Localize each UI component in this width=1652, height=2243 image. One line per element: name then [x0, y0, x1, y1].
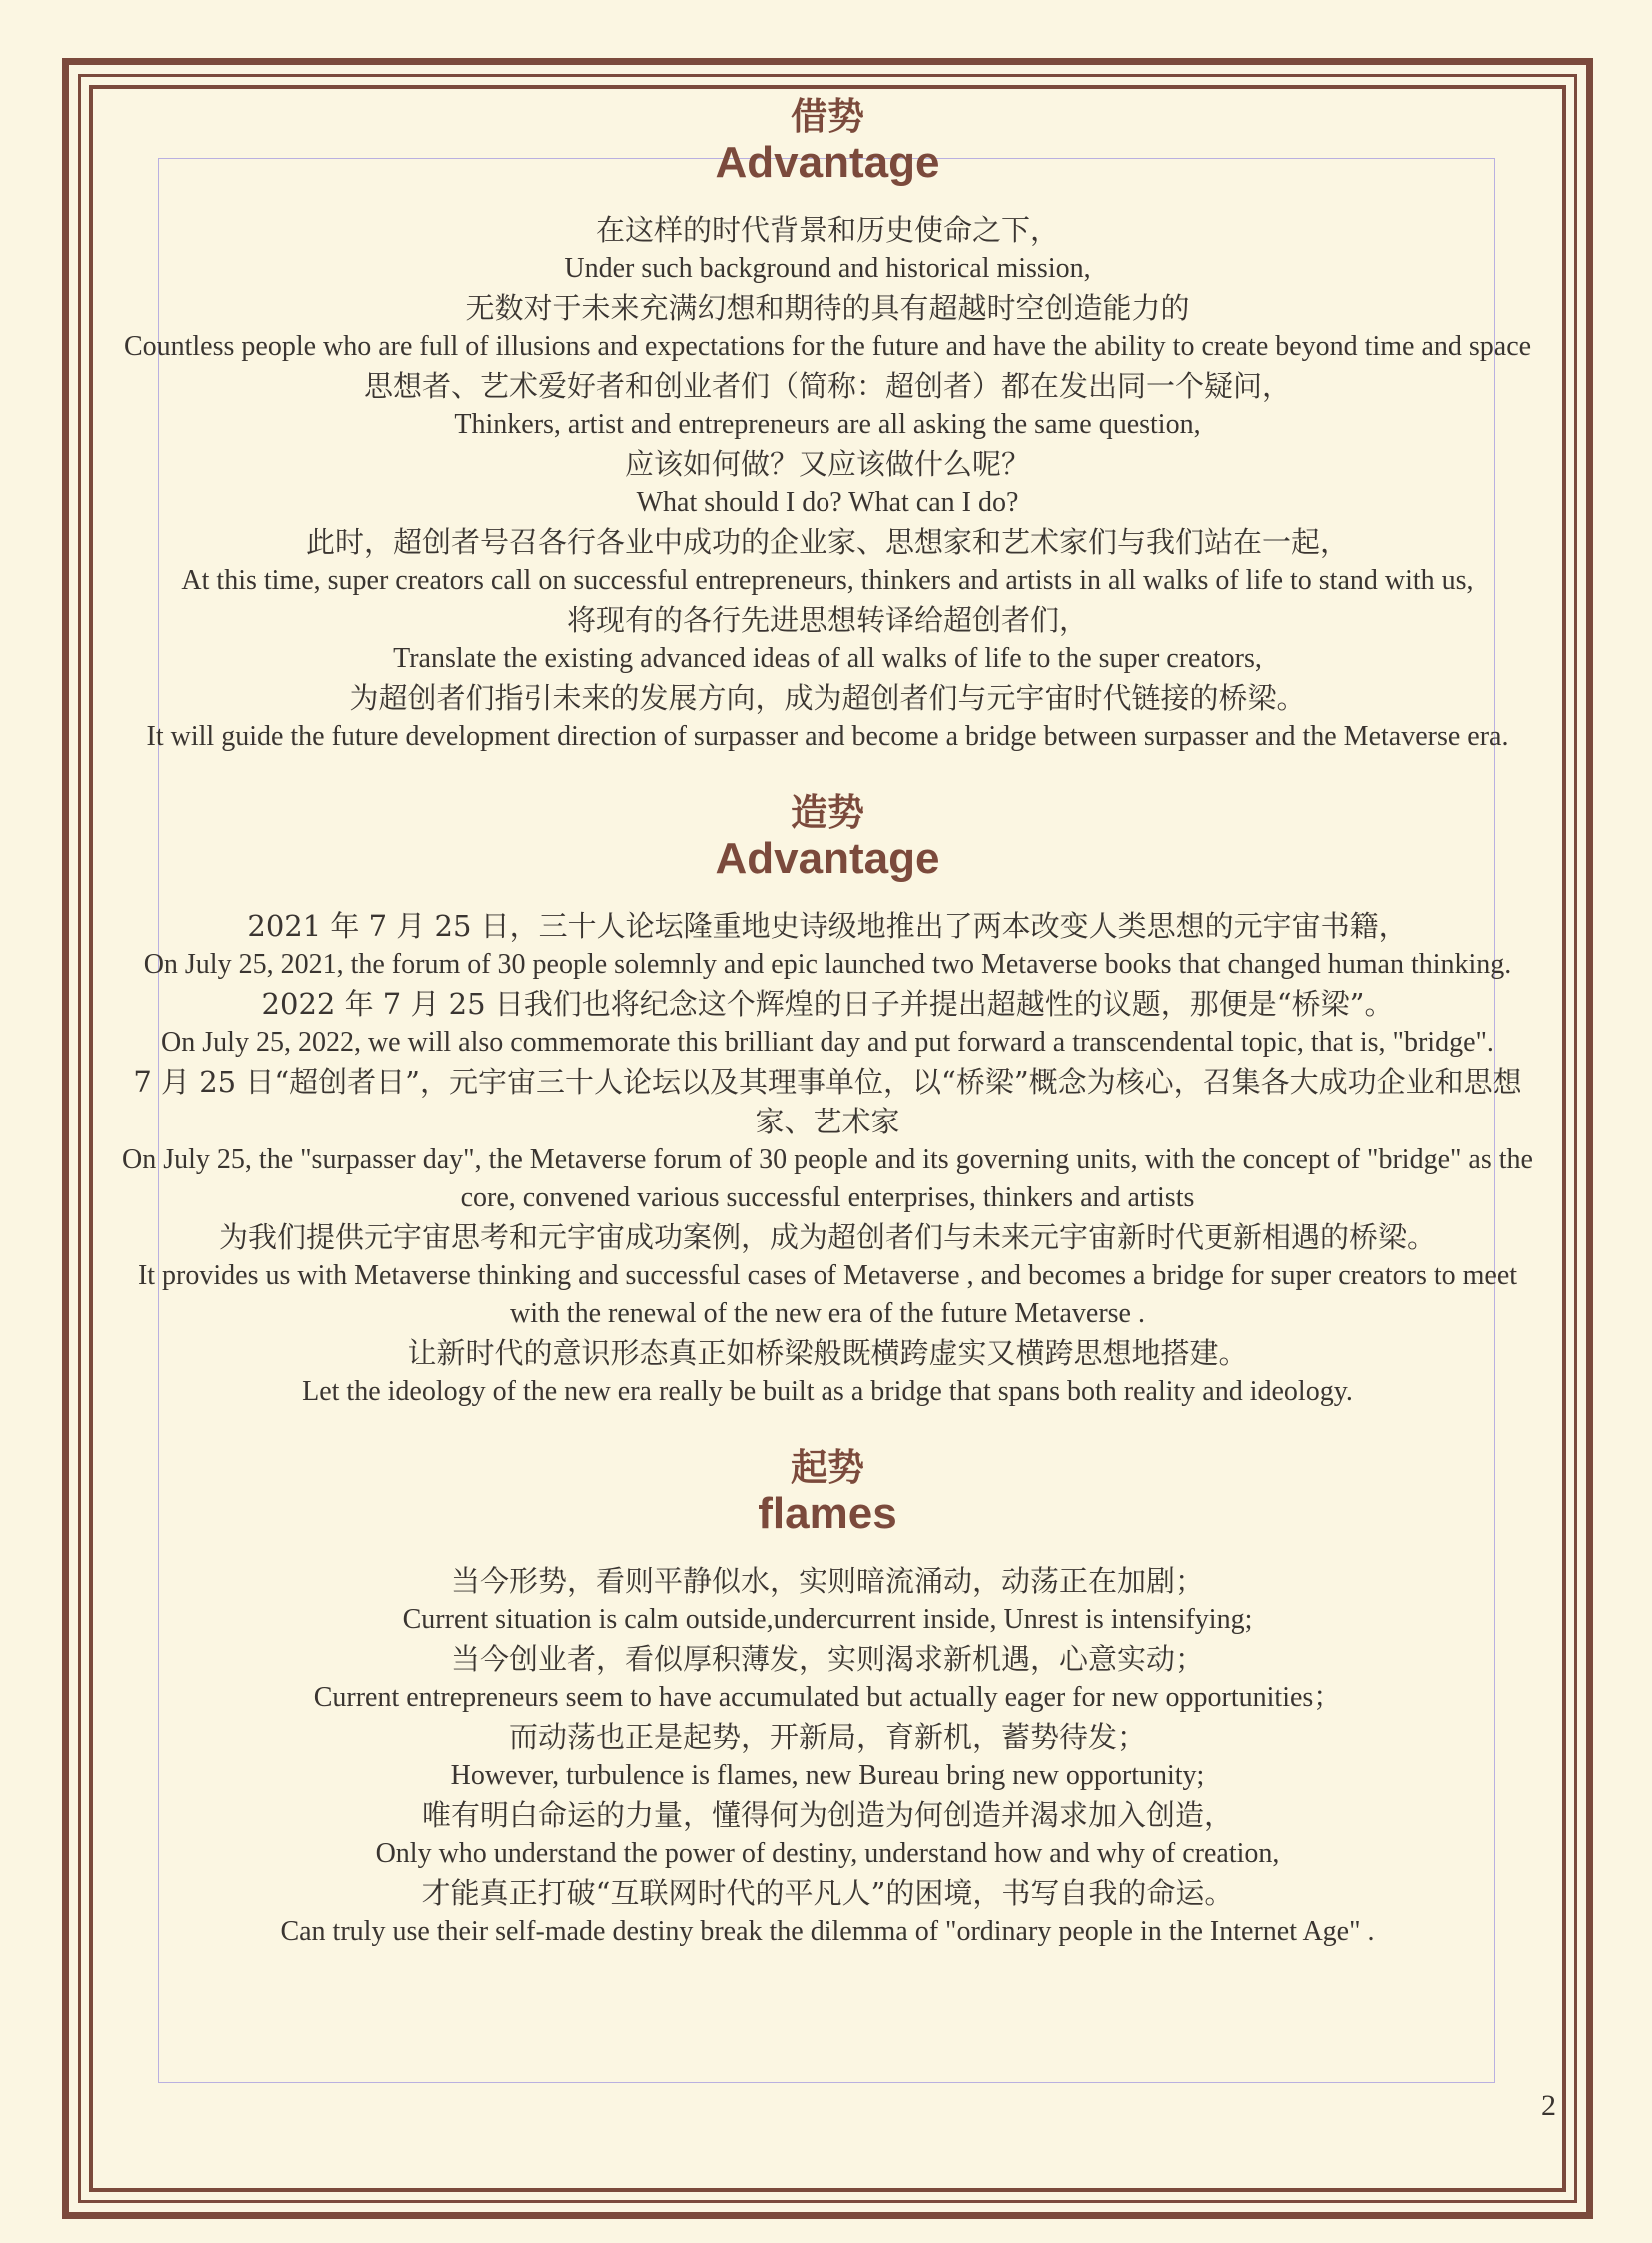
paragraph-zh: 唯有明白命运的力量，懂得何为创造为何创造并渴求加入创造， [421, 1798, 1233, 1832]
section-title-en: Advantage [715, 834, 940, 883]
paragraph-en: What should I do? What can I do? [636, 487, 1019, 518]
paragraph-en: On July 25, 2021, the forum of 30 people solemnly and epic launched two Metaverse books that changed human thinking. [143, 949, 1512, 980]
section-body [110, 210, 1545, 756]
paragraph-zh: 当今创业者，看似厚积薄发，实则渴求新机遇，心意实动； [450, 1642, 1204, 1676]
paragraph-en: Countless people who are full of illusions and expectations for the future and have the ability to create beyond time and space [123, 331, 1532, 362]
paragraph-en: On July 25, 2022, we will also commemorate this brilliant day and put forward a transcendental topic, that is, "bridge". [161, 1027, 1494, 1058]
section-borrow [110, 96, 1545, 756]
section-create [110, 792, 1545, 1411]
paragraph-en: On July 25, the "surpasser day", the Metaverse forum of 30 people and its governing units, with the concept of "bridge" as the core, convened various successful enterprises, thinkers and artists [122, 1144, 1533, 1213]
paragraph-zh: 应该如何做？又应该做什么呢？ [624, 447, 1030, 481]
paragraph-en: Current entrepreneurs seem to have accumulated but actually eager for new opportunities； [313, 1682, 1342, 1713]
section-body [110, 1561, 1545, 1951]
paragraph-en: Current situation is calm outside,undercurrent inside, Unrest is intensifying; [402, 1604, 1253, 1635]
paragraph-zh: 无数对于未来充满幻想和期待的具有超越时空创造能力的 [465, 291, 1190, 325]
paragraph-zh: 让新时代的意识形态真正如桥梁般既横跨虚实又横跨思想地搭建。 [407, 1336, 1248, 1370]
paragraph-zh: 2021 年 7 月 25 日，三十人论坛隆重地史诗级地推出了两本改变人类思想的元宇宙书籍， [247, 909, 1408, 943]
paragraph-zh: 2022 年 7 月 25 日我们也将纪念这个辉煌的日子并提出超越性的议题，那便是“桥梁”。 [261, 987, 1394, 1021]
section-title-zh: 起势 [791, 1446, 864, 1489]
paragraph-zh: 当今形势，看则平静似水，实则暗流涌动，动荡正在加剧； [450, 1564, 1204, 1598]
paragraph-en: Only who understand the power of destiny, understand how and why of creation, [375, 1838, 1280, 1869]
page-content [110, 96, 1545, 1987]
paragraph-zh: 此时，超创者号召各行各业中成功的企业家、思想家和艺术家们与我们站在一起， [305, 525, 1349, 559]
paragraph-zh: 而动荡也正是起势，开新局，育新机，蓄势待发； [508, 1720, 1146, 1754]
paragraph-en: Thinkers, artist and entrepreneurs are all asking the same question, [454, 409, 1201, 440]
paragraph-zh: 思想者、艺术爱好者和创业者们（简称：超创者）都在发出同一个疑问， [363, 369, 1291, 403]
section-body [110, 906, 1545, 1411]
paragraph-zh: 在这样的时代背景和历史使命之下， [595, 213, 1059, 247]
paragraph-zh: 为超创者们指引未来的发展方向，成为超创者们与元宇宙时代链接的桥梁。 [349, 681, 1306, 715]
page-number: 2 [1541, 2089, 1556, 2122]
paragraph-en: However, turbulence is flames, new Bureau bring new opportunity; [450, 1760, 1205, 1791]
paragraph-en: Under such background and historical mission, [564, 253, 1091, 284]
paragraph-en: It will guide the future development direction of surpasser and become a bridge between surpasser and the Metaverse era. [146, 721, 1509, 752]
section-title-zh: 借势 [791, 95, 864, 138]
paragraph-zh: 为我们提供元宇宙思考和元宇宙成功案例，成为超创者们与未来元宇宙新时代更新相遇的桥梁。 [218, 1220, 1436, 1254]
paragraph-en: Translate the existing advanced ideas of all walks of life to the super creators, [393, 643, 1262, 674]
section-title-zh: 造势 [791, 791, 864, 834]
section-rise [110, 1447, 1545, 1951]
paragraph-zh: 将现有的各行先进思想转译给超创者们， [566, 603, 1088, 637]
section-title-en: flames [758, 1489, 897, 1538]
paragraph-en: Can truly use their self-made destiny break the dilemma of "ordinary people in the Internet Age" . [280, 1916, 1375, 1947]
paragraph-zh: 才能真正打破“互联网时代的平凡人”的困境，书写自我的命运。 [421, 1876, 1234, 1910]
paragraph-en: Let the ideology of the new era really be built as a bridge that spans both reality and ideology. [302, 1376, 1353, 1407]
section-title-en: Advantage [715, 138, 940, 187]
paragraph-en: It provides us with Metaverse thinking and successful cases of Metaverse , and becomes a bridge for super creators to meet with the renewal of the new era of the future Metaverse . [137, 1260, 1518, 1329]
paragraph-en: At this time, super creators call on successful entrepreneurs, thinkers and artists in all walks of life to stand with us, [181, 565, 1474, 596]
paragraph-zh: 7 月 25 日“超创者日”，元宇宙三十人论坛以及其理事单位，以“桥梁”概念为核心，召集各大成功企业和思想家、艺术家 [133, 1065, 1522, 1138]
